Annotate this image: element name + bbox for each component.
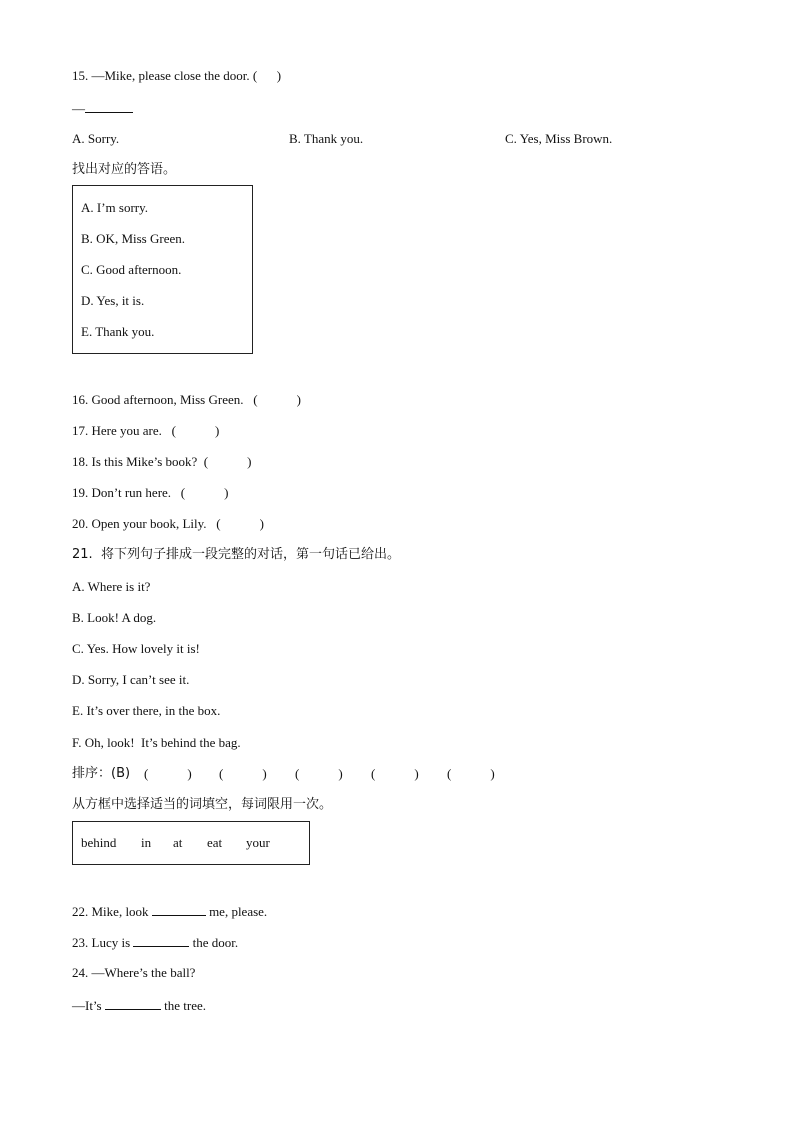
q17: 17. Here you are. ( ): [72, 423, 220, 438]
dash: —: [72, 101, 85, 116]
order-slot[interactable]: ( ): [447, 766, 495, 781]
q21-heading: 21. 将下列句子排成一段完整的对话，第一句话已给出。: [72, 547, 400, 562]
q24-question: 24. —Where’s the ball?: [72, 965, 196, 980]
q22: [72, 903, 267, 920]
q21-sentence: B. Look! A dog.: [72, 610, 157, 625]
q22-after: me, please.: [205, 904, 268, 919]
q21-sentence: C. Yes. How lovely it is!: [72, 641, 200, 656]
q21-sentence: D. Sorry, I can’t see it.: [72, 672, 190, 687]
q15-option-c[interactable]: C. Yes, Miss Brown.: [505, 131, 613, 146]
q21-sentence: E. It’s over there, in the box.: [72, 703, 221, 718]
word-box: [72, 821, 310, 865]
q19: 19. Don’t run here. ( ): [72, 485, 229, 500]
word: in: [141, 835, 152, 850]
q23-after: the door.: [189, 935, 239, 950]
box-item: B. OK, Miss Green.: [81, 231, 185, 246]
match-heading: 找出对应的答语。: [72, 162, 177, 177]
q24-blank[interactable]: [105, 997, 161, 1010]
fill-heading: 从方框中选择适当的词填空，每词限用一次。: [72, 797, 333, 812]
answer-blank[interactable]: [85, 100, 133, 113]
q18: 18. Is this Mike’s book? ( ): [72, 454, 252, 469]
q23: [72, 934, 238, 951]
answer-box: [72, 185, 253, 354]
box-item: E. Thank you.: [81, 324, 155, 339]
q24-after: the tree.: [160, 998, 206, 1013]
word: eat: [207, 835, 223, 850]
q22-blank[interactable]: [152, 903, 206, 916]
q21-sentence: F. Oh, look! It’s behind the bag.: [72, 735, 241, 750]
box-item: C. Good afternoon.: [81, 262, 182, 277]
q23-blank[interactable]: [133, 934, 189, 947]
order-slot[interactable]: ( ): [295, 766, 343, 781]
order-slot[interactable]: ( ): [219, 766, 267, 781]
q15-option-b[interactable]: B. Thank you.: [289, 131, 364, 146]
q23-before: 23. Lucy is: [72, 935, 134, 950]
order-slot[interactable]: ( ): [144, 766, 192, 781]
q24-answer: [72, 997, 206, 1014]
box-item: D. Yes, it is.: [81, 293, 145, 308]
q15-question: 15. —Mike, please close the door. ( ): [72, 68, 282, 83]
q20: 20. Open your book, Lily. ( ): [72, 516, 264, 531]
q16: 16. Good afternoon, Miss Green. ( ): [72, 392, 301, 407]
q15-option-a[interactable]: A. Sorry.: [72, 131, 120, 146]
word: at: [173, 835, 183, 850]
q21-order-label: 排序：(B): [72, 766, 131, 781]
q22-before: 22. Mike, look: [72, 904, 152, 919]
q24-before: —It’s: [72, 998, 105, 1013]
q21-sentence: A. Where is it?: [72, 579, 151, 594]
order-slot[interactable]: ( ): [371, 766, 419, 781]
q15-answer-line: [72, 100, 133, 117]
word: behind: [81, 835, 117, 850]
box-item: A. I’m sorry.: [81, 200, 149, 215]
word: your: [246, 835, 270, 850]
